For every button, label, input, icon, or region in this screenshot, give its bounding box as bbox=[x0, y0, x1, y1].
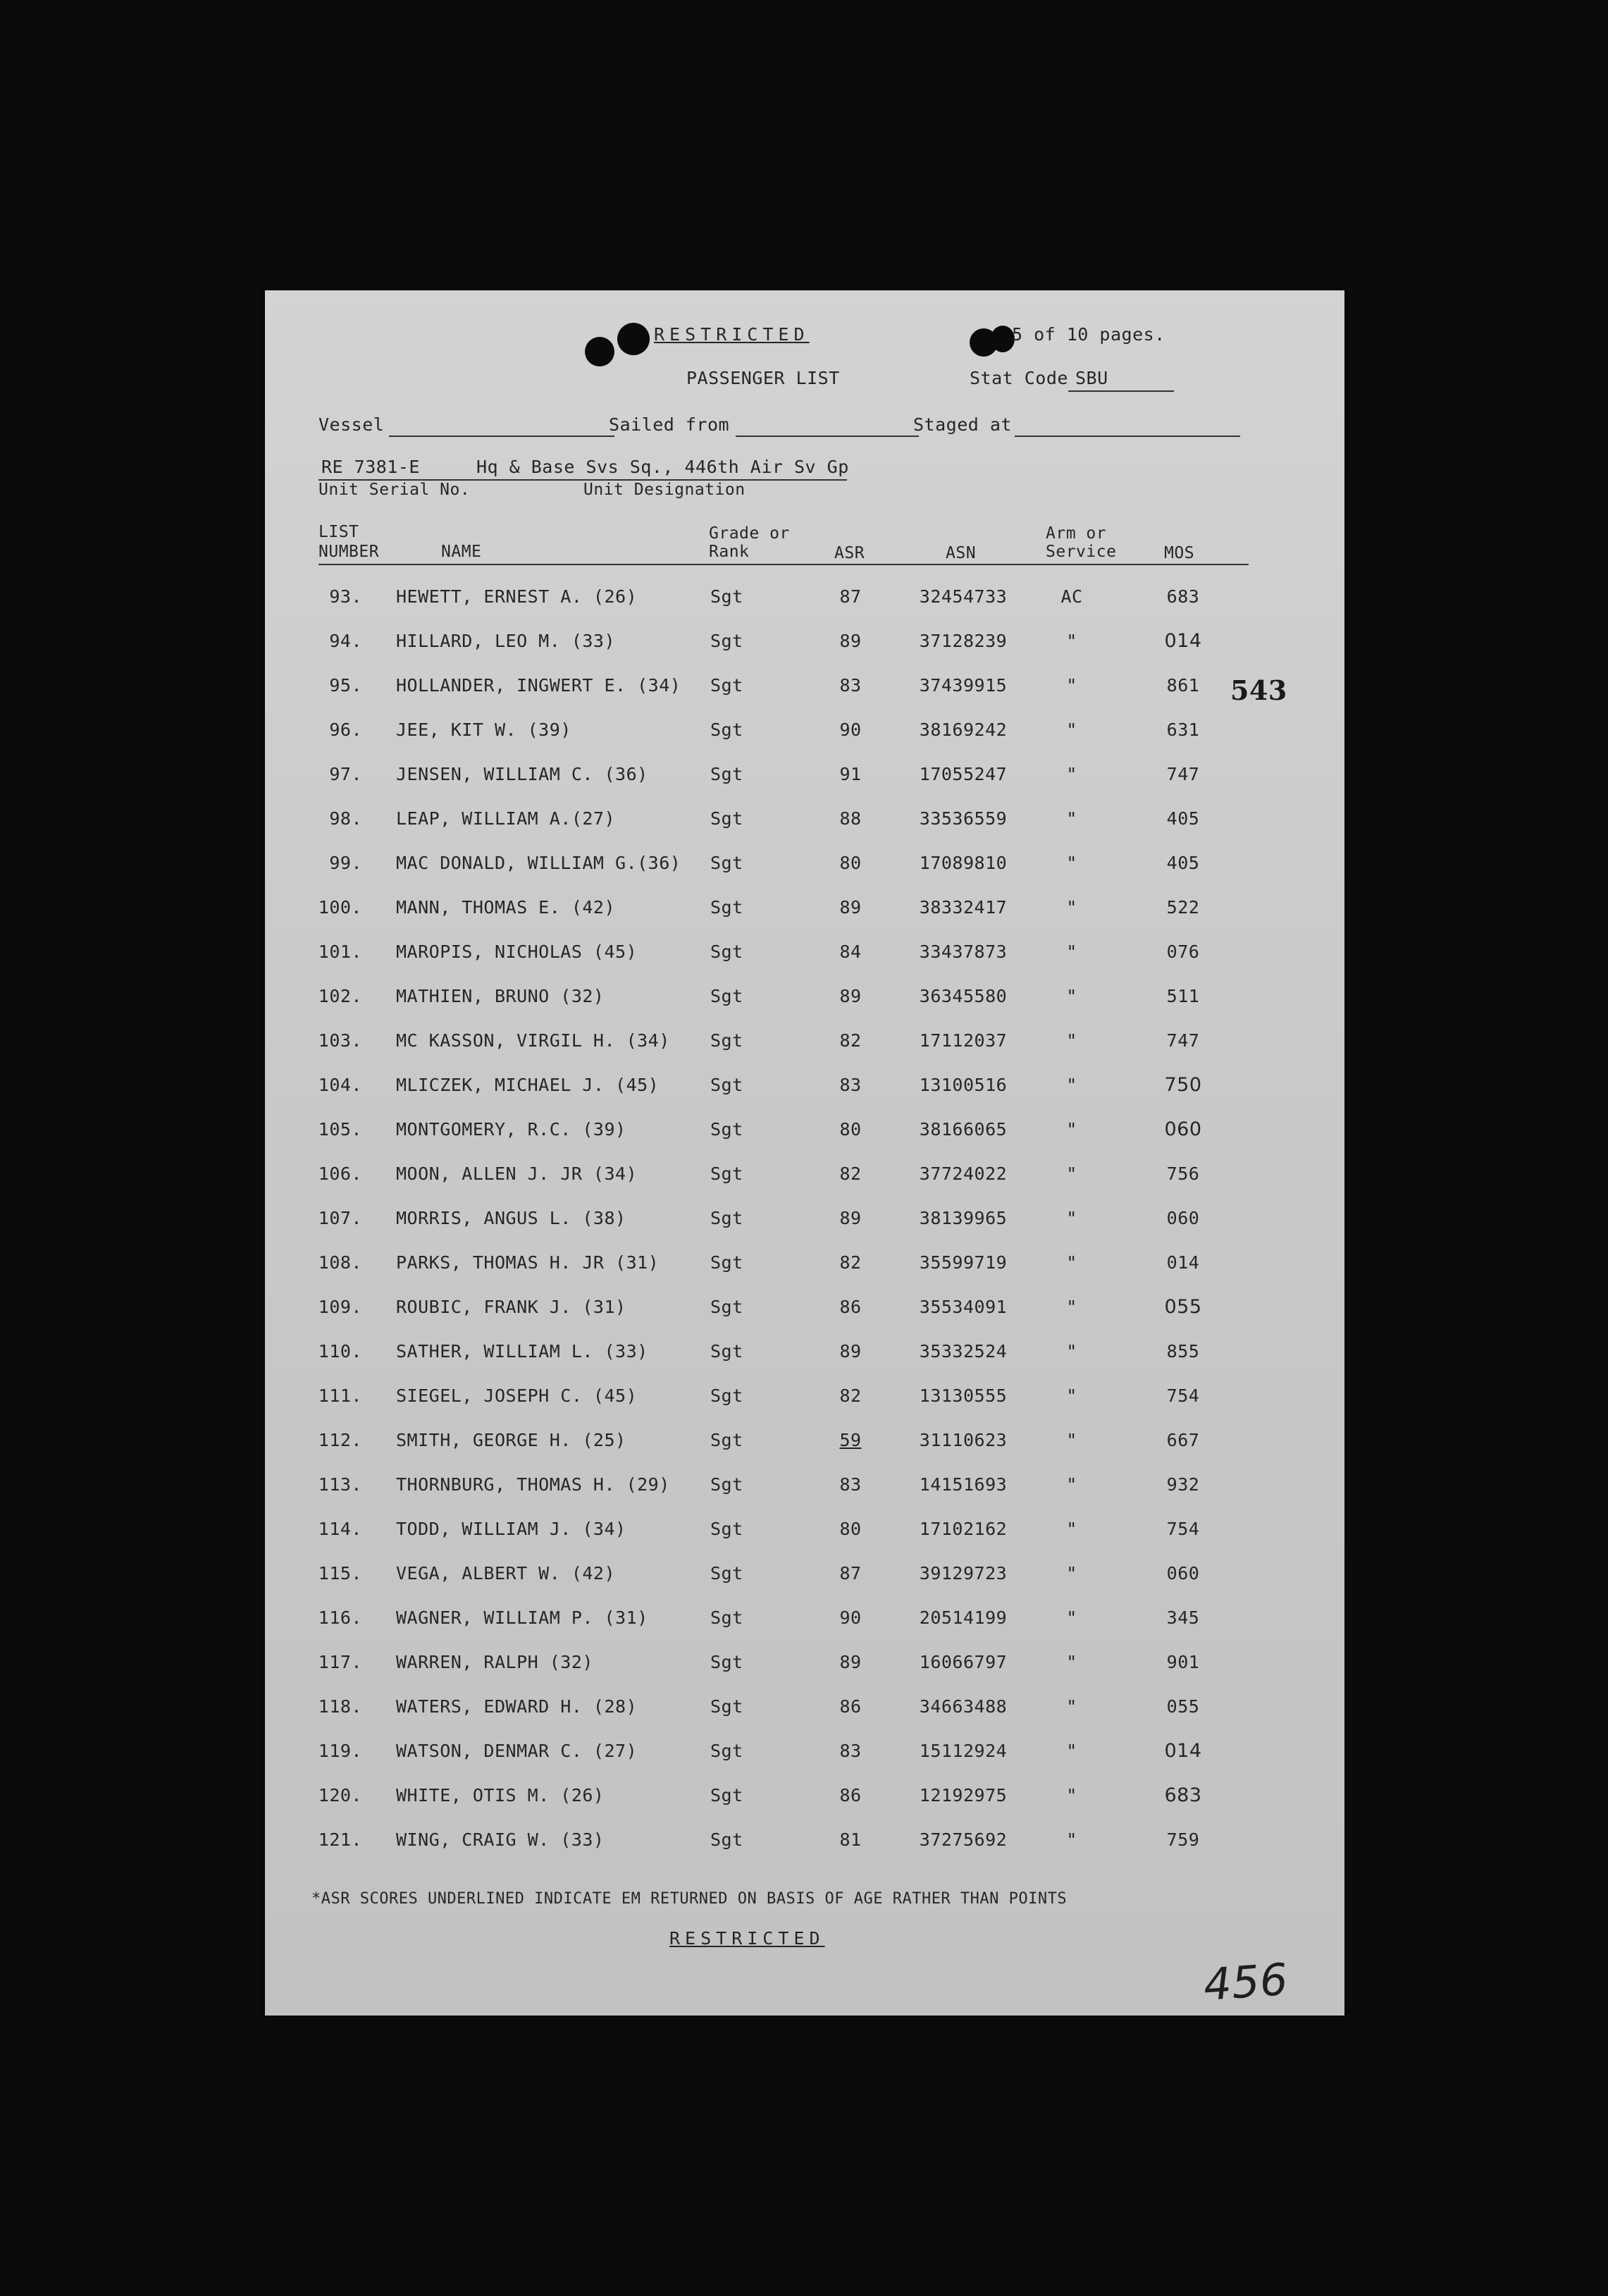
col-asr: ASR bbox=[834, 544, 865, 562]
asn: 37128239 bbox=[919, 631, 1008, 651]
grade: Sgt bbox=[710, 764, 743, 784]
grade: Sgt bbox=[710, 1164, 743, 1184]
arm-service: " bbox=[1066, 1741, 1077, 1761]
asn: 37724022 bbox=[919, 1164, 1008, 1184]
passenger-name: THORNBURG, THOMAS H. (29) bbox=[396, 1474, 670, 1495]
asr-score: 88 bbox=[839, 808, 862, 829]
grade: Sgt bbox=[710, 720, 743, 740]
unit-designation-value: Hq & Base Svs Sq., 446th Air Sv Gp bbox=[476, 457, 849, 477]
passenger-name: VEGA, ALBERT W. (42) bbox=[396, 1563, 616, 1584]
mos: 055 bbox=[1164, 1296, 1202, 1318]
passenger-name: SMITH, GEORGE H. (25) bbox=[396, 1430, 626, 1450]
asn: 37275692 bbox=[919, 1829, 1008, 1850]
asn: 33437873 bbox=[919, 942, 1008, 962]
asr-score: 80 bbox=[839, 1519, 862, 1539]
table-row bbox=[265, 720, 1344, 748]
table-row bbox=[265, 897, 1344, 925]
grade: Sgt bbox=[710, 631, 743, 651]
passenger-name: MOON, ALLEN J. JR (34) bbox=[396, 1164, 638, 1184]
table-row bbox=[265, 586, 1344, 615]
passenger-name: MC KASSON, VIRGIL H. (34) bbox=[396, 1030, 670, 1051]
stamp-number: 543 bbox=[1230, 674, 1287, 706]
asr-score: 82 bbox=[839, 1164, 862, 1184]
asn: 38169242 bbox=[919, 720, 1008, 740]
passenger-name: MONTGOMERY, R.C. (39) bbox=[396, 1119, 626, 1140]
punch-hole-left bbox=[585, 337, 614, 366]
asn: 38166065 bbox=[919, 1119, 1008, 1140]
asn: 35332524 bbox=[919, 1341, 1008, 1362]
mos: 511 bbox=[1166, 986, 1200, 1006]
list-number: 110. bbox=[318, 1341, 362, 1362]
asr-score: 89 bbox=[839, 631, 862, 651]
sailed-from-label: Sailed from bbox=[609, 414, 730, 435]
grade: Sgt bbox=[710, 586, 743, 607]
stat-code-underline bbox=[1068, 390, 1174, 392]
asn: 13100516 bbox=[919, 1075, 1008, 1095]
stat-code-value: SBU bbox=[1075, 368, 1108, 388]
asr-score: 82 bbox=[839, 1385, 862, 1406]
staged-at-field[interactable] bbox=[1015, 436, 1240, 437]
arm-service: " bbox=[1066, 1696, 1077, 1717]
col-arm-1: Arm or bbox=[1046, 524, 1107, 543]
asr-score: 89 bbox=[839, 986, 862, 1006]
asn: 17102162 bbox=[919, 1519, 1008, 1539]
arm-service: " bbox=[1066, 1785, 1077, 1806]
asn: 14151693 bbox=[919, 1474, 1008, 1495]
table-row bbox=[265, 1208, 1344, 1236]
asn: 38139965 bbox=[919, 1208, 1008, 1228]
passenger-name: MORRIS, ANGUS L. (38) bbox=[396, 1208, 626, 1228]
arm-service: " bbox=[1066, 720, 1077, 740]
table-row bbox=[265, 1119, 1344, 1147]
sailed-from-field[interactable] bbox=[736, 436, 919, 437]
list-number: 111. bbox=[318, 1385, 362, 1406]
arm-service: " bbox=[1066, 1297, 1077, 1317]
asr-score: 59 bbox=[839, 1430, 862, 1450]
arm-service: " bbox=[1066, 1652, 1077, 1672]
asr-score: 80 bbox=[839, 1119, 862, 1140]
asr-score: 83 bbox=[839, 1474, 862, 1495]
mos: 014 bbox=[1164, 1740, 1202, 1762]
mos: 747 bbox=[1166, 1030, 1200, 1051]
asr-score: 86 bbox=[839, 1297, 862, 1317]
col-list-number-2: NUMBER bbox=[318, 543, 380, 561]
arm-service: " bbox=[1066, 1341, 1077, 1362]
mos: 014 bbox=[1164, 630, 1202, 652]
table-row bbox=[265, 1252, 1344, 1280]
asn: 31110623 bbox=[919, 1430, 1008, 1450]
passenger-name: MATHIEN, BRUNO (32) bbox=[396, 986, 605, 1006]
asn: 33536559 bbox=[919, 808, 1008, 829]
passenger-name: WATERS, EDWARD H. (28) bbox=[396, 1696, 638, 1717]
table-row bbox=[265, 675, 1344, 703]
grade: Sgt bbox=[710, 1430, 743, 1450]
asn: 17055247 bbox=[919, 764, 1008, 784]
table-row bbox=[265, 631, 1344, 659]
arm-service: " bbox=[1066, 631, 1077, 651]
asr-score: 87 bbox=[839, 1563, 862, 1584]
staged-at-label: Staged at bbox=[913, 414, 1012, 435]
mos: 756 bbox=[1166, 1164, 1200, 1184]
list-number: 112. bbox=[318, 1430, 362, 1450]
grade: Sgt bbox=[710, 1208, 743, 1228]
arm-service: " bbox=[1066, 853, 1077, 873]
passenger-name: WHITE, OTIS M. (26) bbox=[396, 1785, 605, 1806]
asn: 38332417 bbox=[919, 897, 1008, 918]
list-number: 98. bbox=[329, 808, 362, 829]
table-row bbox=[265, 1430, 1344, 1458]
arm-service: " bbox=[1066, 1519, 1077, 1539]
handwritten-page-number: 456 bbox=[1201, 1953, 1290, 2011]
asr-score: 83 bbox=[839, 1741, 862, 1761]
mos: 747 bbox=[1166, 764, 1200, 784]
asr-score: 86 bbox=[839, 1785, 862, 1806]
list-number: 105. bbox=[318, 1119, 362, 1140]
arm-service: " bbox=[1066, 1075, 1077, 1095]
mos: 901 bbox=[1166, 1652, 1200, 1672]
asr-score: 87 bbox=[839, 586, 862, 607]
page-count: 5 of 10 pages. bbox=[1012, 324, 1165, 345]
table-row bbox=[265, 853, 1344, 881]
list-number: 115. bbox=[318, 1563, 362, 1584]
passenger-name: WARREN, RALPH (32) bbox=[396, 1652, 593, 1672]
table-row bbox=[265, 1474, 1344, 1502]
list-number: 100. bbox=[318, 897, 362, 918]
arm-service: " bbox=[1066, 1430, 1077, 1450]
asr-score: 80 bbox=[839, 853, 862, 873]
asr-score: 89 bbox=[839, 1208, 862, 1228]
document-title: PASSENGER LIST bbox=[686, 368, 840, 388]
header-rule bbox=[318, 564, 1249, 565]
table-row bbox=[265, 1607, 1344, 1636]
list-number: 96. bbox=[329, 720, 362, 740]
mos: 932 bbox=[1166, 1474, 1200, 1495]
col-mos: MOS bbox=[1164, 544, 1195, 562]
list-number: 108. bbox=[318, 1252, 362, 1273]
grade: Sgt bbox=[710, 1075, 743, 1095]
punch-hole-left-2 bbox=[617, 323, 650, 355]
asn: 15112924 bbox=[919, 1741, 1008, 1761]
mos: 631 bbox=[1166, 720, 1200, 740]
grade: Sgt bbox=[710, 942, 743, 962]
passenger-name: PARKS, THOMAS H. JR (31) bbox=[396, 1252, 660, 1273]
grade: Sgt bbox=[710, 1474, 743, 1495]
mos: 750 bbox=[1164, 1074, 1202, 1096]
mos: 522 bbox=[1166, 897, 1200, 918]
list-number: 109. bbox=[318, 1297, 362, 1317]
mos: 667 bbox=[1166, 1430, 1200, 1450]
col-grade-2: Rank bbox=[709, 543, 750, 561]
asr-score: 89 bbox=[839, 1341, 862, 1362]
grade: Sgt bbox=[710, 808, 743, 829]
mos: 014 bbox=[1166, 1252, 1200, 1273]
table-row bbox=[265, 1785, 1344, 1813]
footnote: *ASR SCORES UNDERLINED INDICATE EM RETURNED ON BASIS OF AGE RATHER THAN POINTS bbox=[311, 1890, 1068, 1908]
mos: 055 bbox=[1166, 1696, 1200, 1717]
mos: 861 bbox=[1166, 675, 1200, 696]
arm-service: " bbox=[1066, 942, 1077, 962]
passenger-name: MAROPIS, NICHOLAS (45) bbox=[396, 942, 638, 962]
table-row bbox=[265, 1519, 1344, 1547]
table-row bbox=[265, 764, 1344, 792]
mos: 683 bbox=[1164, 1784, 1202, 1806]
list-number: 120. bbox=[318, 1785, 362, 1806]
list-number: 101. bbox=[318, 942, 362, 962]
arm-service: " bbox=[1066, 1829, 1077, 1850]
arm-service: " bbox=[1066, 764, 1077, 784]
list-number: 103. bbox=[318, 1030, 362, 1051]
table-row bbox=[265, 1297, 1344, 1325]
punch-hole-right-2 bbox=[991, 326, 1015, 352]
asr-score: 89 bbox=[839, 897, 862, 918]
table-row bbox=[265, 1030, 1344, 1058]
list-number: 106. bbox=[318, 1164, 362, 1184]
list-number: 104. bbox=[318, 1075, 362, 1095]
mos: 759 bbox=[1166, 1829, 1200, 1850]
vessel-label: Vessel bbox=[318, 414, 385, 435]
list-number: 97. bbox=[329, 764, 362, 784]
mos: 683 bbox=[1166, 586, 1200, 607]
asr-score: 84 bbox=[839, 942, 862, 962]
passenger-name: WAGNER, WILLIAM P. (31) bbox=[396, 1607, 648, 1628]
unit-designation-label: Unit Designation bbox=[583, 481, 746, 499]
list-number: 117. bbox=[318, 1652, 362, 1672]
asn: 32454733 bbox=[919, 586, 1008, 607]
list-number: 95. bbox=[329, 675, 362, 696]
asr-score: 82 bbox=[839, 1030, 862, 1051]
list-number: 93. bbox=[329, 586, 362, 607]
asr-score: 90 bbox=[839, 720, 862, 740]
passenger-name: MANN, THOMAS E. (42) bbox=[396, 897, 616, 918]
asn: 35599719 bbox=[919, 1252, 1008, 1273]
passenger-name: WING, CRAIG W. (33) bbox=[396, 1829, 605, 1850]
passenger-name: ROUBIC, FRANK J. (31) bbox=[396, 1297, 626, 1317]
list-number: 99. bbox=[329, 853, 362, 873]
asr-score: 83 bbox=[839, 675, 862, 696]
col-arm-2: Service bbox=[1046, 543, 1117, 561]
passenger-name: HEWETT, ERNEST A. (26) bbox=[396, 586, 638, 607]
asn: 39129723 bbox=[919, 1563, 1008, 1584]
grade: Sgt bbox=[710, 1519, 743, 1539]
asr-score: 90 bbox=[839, 1607, 862, 1628]
grade: Sgt bbox=[710, 1696, 743, 1717]
list-number: 107. bbox=[318, 1208, 362, 1228]
arm-service: " bbox=[1066, 808, 1077, 829]
grade: Sgt bbox=[710, 1252, 743, 1273]
passenger-name: WATSON, DENMAR C. (27) bbox=[396, 1741, 638, 1761]
asr-score: 89 bbox=[839, 1652, 862, 1672]
arm-service: " bbox=[1066, 1208, 1077, 1228]
table-row bbox=[265, 808, 1344, 837]
asr-score: 91 bbox=[839, 764, 862, 784]
table-row bbox=[265, 1696, 1344, 1724]
passenger-name: HOLLANDER, INGWERT E. (34) bbox=[396, 675, 681, 696]
list-number: 102. bbox=[318, 986, 362, 1006]
table-row bbox=[265, 1829, 1344, 1858]
list-number: 121. bbox=[318, 1829, 362, 1850]
passenger-list-page bbox=[265, 290, 1344, 2016]
grade: Sgt bbox=[710, 1607, 743, 1628]
grade: Sgt bbox=[710, 1297, 743, 1317]
table-row bbox=[265, 1652, 1344, 1680]
asn: 36345580 bbox=[919, 986, 1008, 1006]
table-row bbox=[265, 986, 1344, 1014]
grade: Sgt bbox=[710, 1785, 743, 1806]
list-number: 114. bbox=[318, 1519, 362, 1539]
grade: Sgt bbox=[710, 897, 743, 918]
asr-score: 83 bbox=[839, 1075, 862, 1095]
passenger-name: MLICZEK, MICHAEL J. (45) bbox=[396, 1075, 660, 1095]
grade: Sgt bbox=[710, 853, 743, 873]
list-number: 113. bbox=[318, 1474, 362, 1495]
grade: Sgt bbox=[710, 1563, 743, 1584]
grade: Sgt bbox=[710, 675, 743, 696]
mos: 060 bbox=[1166, 1208, 1200, 1228]
arm-service: " bbox=[1066, 675, 1077, 696]
mos: 754 bbox=[1166, 1385, 1200, 1406]
arm-service: " bbox=[1066, 1607, 1077, 1628]
mos: 076 bbox=[1166, 942, 1200, 962]
table-row bbox=[265, 1385, 1344, 1414]
mos: 345 bbox=[1166, 1607, 1200, 1628]
passenger-name: HILLARD, LEO M. (33) bbox=[396, 631, 616, 651]
passenger-name: JENSEN, WILLIAM C. (36) bbox=[396, 764, 648, 784]
arm-service: " bbox=[1066, 1385, 1077, 1406]
passenger-name: SATHER, WILLIAM L. (33) bbox=[396, 1341, 648, 1362]
table-row bbox=[265, 1741, 1344, 1769]
arm-service: " bbox=[1066, 1563, 1077, 1584]
col-grade-1: Grade or bbox=[709, 524, 790, 543]
passenger-name: SIEGEL, JOSEPH C. (45) bbox=[396, 1385, 638, 1406]
passenger-name: JEE, KIT W. (39) bbox=[396, 720, 571, 740]
grade: Sgt bbox=[710, 986, 743, 1006]
asn: 12192975 bbox=[919, 1785, 1008, 1806]
list-number: 118. bbox=[318, 1696, 362, 1717]
col-list-number-1: LIST bbox=[318, 523, 359, 541]
restricted-footer: RESTRICTED bbox=[669, 1928, 825, 1949]
asn: 34663488 bbox=[919, 1696, 1008, 1717]
list-number: 119. bbox=[318, 1741, 362, 1761]
table-row bbox=[265, 1164, 1344, 1192]
grade: Sgt bbox=[710, 1385, 743, 1406]
grade: Sgt bbox=[710, 1119, 743, 1140]
mos: 855 bbox=[1166, 1341, 1200, 1362]
asn: 13130555 bbox=[919, 1385, 1008, 1406]
passenger-name: LEAP, WILLIAM A.(27) bbox=[396, 808, 616, 829]
passenger-name: MAC DONALD, WILLIAM G.(36) bbox=[396, 853, 681, 873]
asr-score: 86 bbox=[839, 1696, 862, 1717]
asn: 17112037 bbox=[919, 1030, 1008, 1051]
arm-service: " bbox=[1066, 897, 1077, 918]
col-asn: ASN bbox=[946, 544, 977, 562]
arm-service: " bbox=[1066, 1119, 1077, 1140]
arm-service: " bbox=[1066, 1474, 1077, 1495]
arm-service: " bbox=[1066, 1030, 1077, 1051]
asn: 37439915 bbox=[919, 675, 1008, 696]
mos: 405 bbox=[1166, 853, 1200, 873]
grade: Sgt bbox=[710, 1829, 743, 1850]
asn: 35534091 bbox=[919, 1297, 1008, 1317]
table-row bbox=[265, 1563, 1344, 1591]
stat-code-label: Stat Code bbox=[970, 368, 1068, 388]
grade: Sgt bbox=[710, 1741, 743, 1761]
table-row bbox=[265, 1341, 1344, 1369]
arm-service: " bbox=[1066, 1252, 1077, 1273]
asn: 17089810 bbox=[919, 853, 1008, 873]
unit-serial-value: RE 7381-E bbox=[321, 457, 420, 477]
vessel-field[interactable] bbox=[389, 436, 614, 437]
mos: 754 bbox=[1166, 1519, 1200, 1539]
grade: Sgt bbox=[710, 1341, 743, 1362]
passenger-name: TODD, WILLIAM J. (34) bbox=[396, 1519, 626, 1539]
grade: Sgt bbox=[710, 1030, 743, 1051]
mos: 060 bbox=[1166, 1563, 1200, 1584]
arm-service: " bbox=[1066, 986, 1077, 1006]
mos: 405 bbox=[1166, 808, 1200, 829]
list-number: 94. bbox=[329, 631, 362, 651]
table-row bbox=[265, 942, 1344, 970]
asn: 20514199 bbox=[919, 1607, 1008, 1628]
asr-score: 82 bbox=[839, 1252, 862, 1273]
col-name: NAME bbox=[441, 543, 482, 561]
arm-service: " bbox=[1066, 1164, 1077, 1184]
asn: 16066797 bbox=[919, 1652, 1008, 1672]
asr-score: 81 bbox=[839, 1829, 862, 1850]
arm-service: AC bbox=[1060, 586, 1083, 607]
mos: 060 bbox=[1164, 1118, 1202, 1140]
list-number: 116. bbox=[318, 1607, 362, 1628]
unit-serial-label: Unit Serial No. bbox=[318, 481, 471, 499]
table-row bbox=[265, 1075, 1344, 1103]
grade: Sgt bbox=[710, 1652, 743, 1672]
restricted-header: RESTRICTED bbox=[654, 324, 810, 345]
